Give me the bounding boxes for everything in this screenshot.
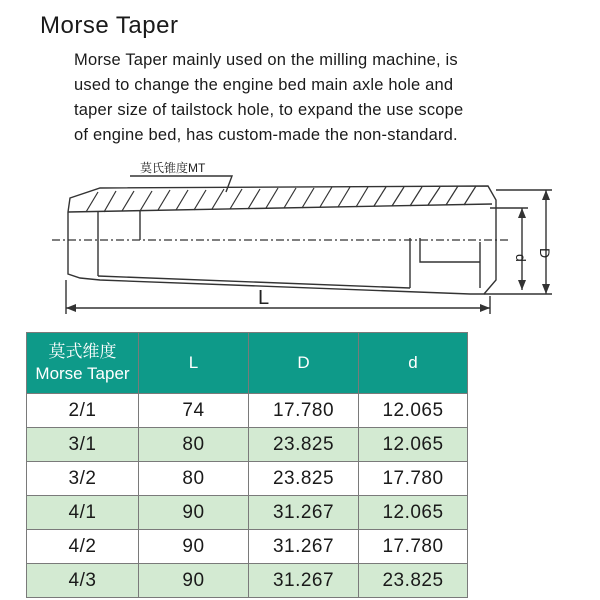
cell-L: 90 xyxy=(139,530,249,564)
table-row xyxy=(27,462,468,496)
cell-L: 90 xyxy=(139,496,249,530)
morse-taper-sleeve-drawing xyxy=(0,150,600,330)
cell-taper: 4/2 xyxy=(27,530,139,564)
length-label: L xyxy=(258,287,270,309)
callout-label: 莫氏锥度MT xyxy=(140,161,206,175)
header-taper-en: Morse Taper xyxy=(35,364,130,383)
cell-L: 90 xyxy=(139,564,249,598)
morse-taper-table xyxy=(26,332,468,598)
cell-D: 23.825 xyxy=(249,428,359,462)
cell-d: 12.065 xyxy=(359,394,468,428)
description-line: taper size of tailstock hole, to expand the use scope xyxy=(74,101,464,119)
table-row xyxy=(27,530,468,564)
header-taper xyxy=(27,333,139,394)
cell-L: 74 xyxy=(139,394,249,428)
cell-taper: 2/1 xyxy=(27,394,139,428)
cell-taper: 4/3 xyxy=(27,564,139,598)
cell-D: 31.267 xyxy=(249,530,359,564)
header-d: d xyxy=(359,333,468,394)
page-title: Morse Taper xyxy=(40,12,179,39)
cell-D: 17.780 xyxy=(249,394,359,428)
inner-dia-label: d xyxy=(513,254,529,262)
cell-D: 31.267 xyxy=(249,496,359,530)
cell-taper: 3/1 xyxy=(27,428,139,462)
description xyxy=(74,48,574,148)
cell-d: 23.825 xyxy=(359,564,468,598)
table-row xyxy=(27,394,468,428)
description-line: Morse Taper mainly used on the milling machine, is xyxy=(74,51,458,69)
cell-L: 80 xyxy=(139,428,249,462)
table-header-row xyxy=(27,333,468,394)
callout-leader xyxy=(130,176,232,192)
cell-L: 80 xyxy=(139,462,249,496)
cell-D: 31.267 xyxy=(249,564,359,598)
cell-d: 12.065 xyxy=(359,428,468,462)
cell-d: 17.780 xyxy=(359,462,468,496)
table-row xyxy=(27,428,468,462)
cell-D: 23.825 xyxy=(249,462,359,496)
header-L: L xyxy=(139,333,249,394)
cell-d: 12.065 xyxy=(359,496,468,530)
slot-right xyxy=(420,238,480,262)
header-taper-cn: 莫式维度 xyxy=(48,342,117,361)
cell-taper: 4/1 xyxy=(27,496,139,530)
cell-taper: 3/2 xyxy=(27,462,139,496)
table-row xyxy=(27,564,468,598)
description-line: used to change the engine bed main axle hole and xyxy=(74,76,454,94)
cell-d: 17.780 xyxy=(359,530,468,564)
description-line: of engine bed, has custom-made the non-standard. xyxy=(74,126,458,144)
header-D: D xyxy=(249,333,359,394)
outer-dia-label: D xyxy=(537,248,553,259)
table-row xyxy=(27,496,468,530)
